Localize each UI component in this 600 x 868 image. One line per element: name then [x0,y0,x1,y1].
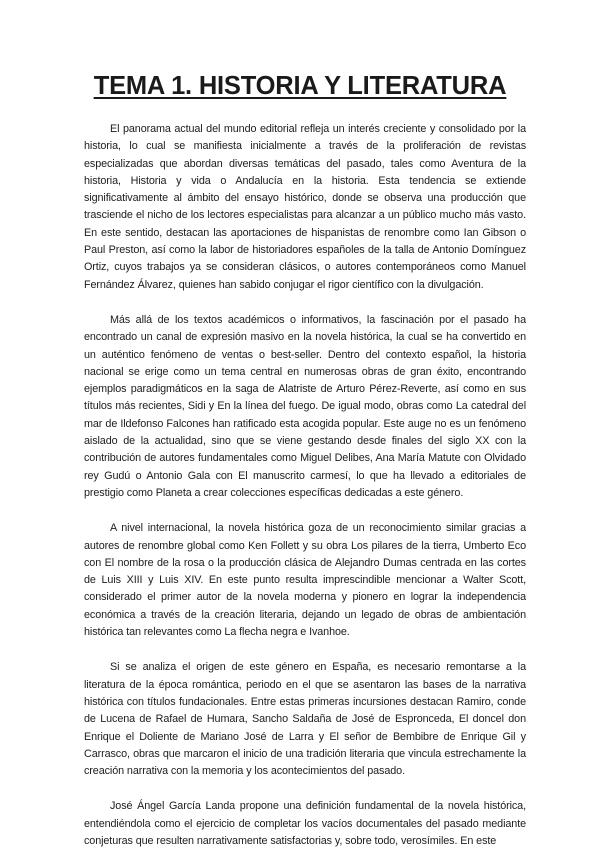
paragraph: Más allá de los textos académicos o informativos, la fascinación por el pasado ha encontrado un canal de expresión masivo en la novela histórica, la cual se ha convertido en un auténtico fenómeno de ventas o best-seller. Dentro del contexto español, la historia nacional se erige como un tema central en numerosas obras de gran éxito, encontrando ejemplos paradigmáticos en la saga de Alatriste de Arturo Pérez-Reverte, así como en sus títulos más recientes, Sidi y En la línea del fuego. De igual modo, obras como La catedral del mar de Ildefonso Falcones han ratificado esta acogida popular. Este auge no es un fenómeno aislado de la actualidad, sino que se viene gestando desde finales del siglo XX con la contribución de autores fundamentales como Miguel Delibes, Ana María Matute con Olvidado rey Gudú o Antonio Gala con El manuscrito carmesí, lo que ha llevado a editoriales de prestigio como Planeta a crear colecciones específicas dedicadas a este género. [84,313,526,499]
paragraph: A nivel internacional, la novela histórica goza de un reconocimiento similar gracias a autores de renombre global como Ken Follett y su obra Los pilares de la tierra, Umberto Eco con El nombre de la rosa o la producción clásica de Alejandro Dumas centrada en las cortes de Luis XIII y Luis XIV. En este punto resulta imprescindible mencionar a Walter Scott, considerado el primer autor de la novela moderna y pionero en lograr la independencia económica a través de la creación literaria, dejando un legado de obras de ambientación histórica tan relevantes como La flecha negra e Ivanhoe. [84,522,526,639]
page-title: TEMA 1. HISTORIA Y LITERATURA [93,72,507,100]
paragraph: El panorama actual del mundo editorial refleja un interés creciente y consolidado por la historia, lo cual se manifiesta inicialmente a través de la proliferación de revistas especializadas que abordan diversas temáticas del pasado, tales como Aventura de la historia, Historia y vida o Andalucía en la historia. Esta tendencia se extiende significativamente al ámbito del ensayo histórico, donde se observa una producción que trasciende el nicho de los lectores especialistas para alcanzar a un público mucho más vasto. En este sentido, destacan las aportaciones de hispanistas de renombre como Ian Gibson o Paul Preston, así como la labor de historiadores españoles de la talla de Antonio Domínguez Ortiz, cuyos trabajos ya se consideran clásicos, o autores contemporáneos como Manuel Fernández Álvarez, quienes han sabido conjugar el rigor científico con la divulgación. [84,123,526,291]
paragraph: Si se analiza el origen de este género en España, es necesario remontarse a la literatura de la época romántica, periodo en el que se asentaron las bases de la narrativa histórica con títulos fundacionales. Entre estas primeras incursiones destacan Ramiro, conde de Lucena de Rafael de Humara, Sancho Saldaña de José de Espronceda, El doncel don Enrique el Doliente de Mariano José de Larra y El señor de Bembibre de Enrique Gil y Carrasco, obras que marcaron el inicio de una tradición literaria que vincula estrechamente la creación narrativa con la memoria y los acontecimientos del pasado. [84,661,526,778]
paragraph: José Ángel García Landa propone una definición fundamental de la novela histórica, entendiéndola como el ejercicio de completar los vacíos documentales del pasado mediante conjeturas que resulten narrativamente satisfactorias y, sobre todo, verosímiles. En este [84,800,526,847]
document-body [84,121,526,868]
